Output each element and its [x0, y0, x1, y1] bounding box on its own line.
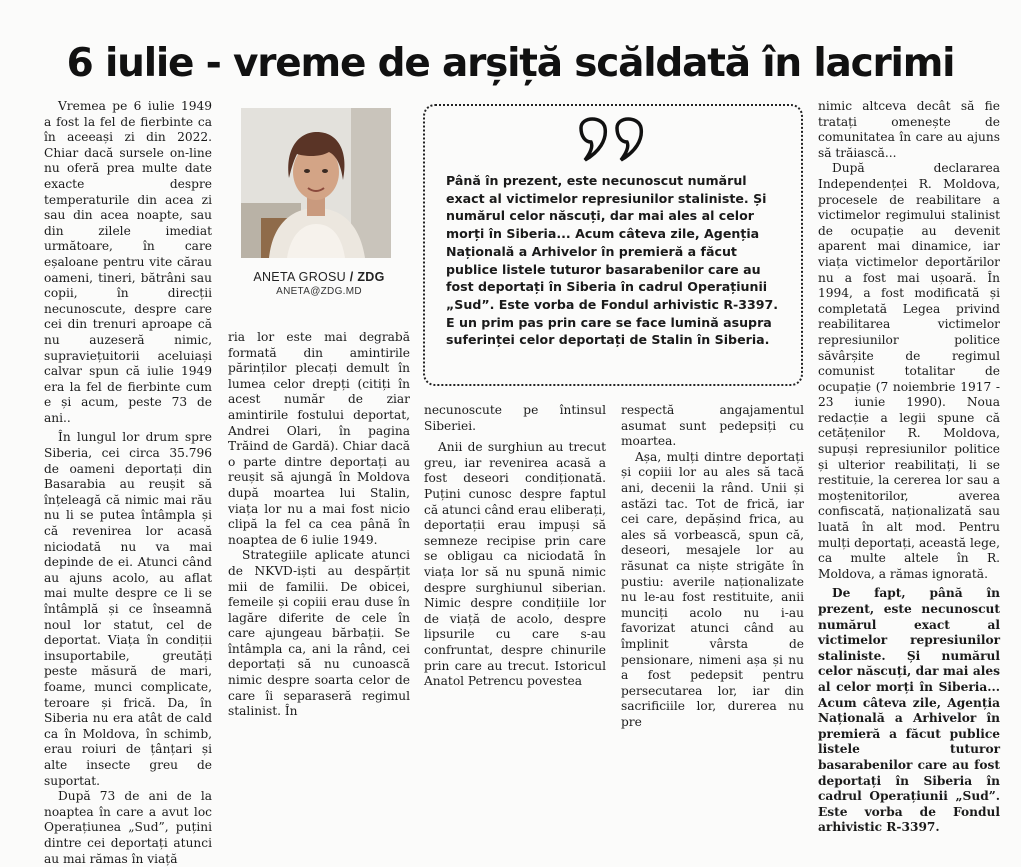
paragraph: Anii de surghiun au trecut greu, iar revenirea acasă a fost deseori condiționată. Puțini cunosc despre faptul că atunci când erau eliberați, deportații erau impuși să semneze recipise prin care se obligau ca niciodată în viața lor să nu spună nimic despre surghiunul siberian. Nimic despre condițiile lor de viață de acolo, despre lipsurile cu care s-au confruntat, despre chinurile prin care au trecut. Istoricul Anatol Petrencu povestea	[424, 440, 606, 689]
author-photo	[241, 108, 391, 258]
paragraph: ria lor este mai degrabă formată din amintirile părinților plecați demult în lumea celor drepți (citiți în acest număr de ziar amintirile fostului deportat, Andrei Olari, în pagina Trăind de Gardă). Chiar dacă o parte dintre deportați au reușit să ajungă în Moldova după moartea lui Stalin, viața lor nu a mai fost nicio clipă la fel ca cea până în noaptea de 6 iulie 1949.	[228, 330, 410, 547]
paragraph: Vremea pe 6 iulie 1949 a fost la fel de fierbinte ca în aceeași zi din 2022. Chiar dacă sursele on-line nu oferă prea multe date exacte despre temperaturile din acea zi sau din acea noapte, sau din zilele imediat următoare, în care eșaloane pentru vite cărau oameni, tineri, bătrâni sau copii, în direcții necunoscute, despre care cei din trenuri aproape că nu auzeseră nimic, supraviețuitorii aceluiași calvar spun că iulie 1949 era la fel de fierbinte cum e și acum, peste 73 de ani..	[44, 99, 212, 425]
paragraph: După 73 de ani de la noaptea în care a avut loc Operațiunea „Sud”, puțini dintre cei deportați atunci au mai rămas în viață	[44, 789, 212, 866]
author-outlet: ZDG	[357, 270, 385, 284]
paragraph: nimic altceva decât să fie tratați omenește de comunitatea în care au ajuns să trăiască...	[818, 99, 1000, 160]
paragraph: necunoscute pe întinsul Siberiei.	[424, 403, 606, 433]
article-column-4	[621, 403, 804, 729]
author-byline: ANETA GROSU / ZDG	[253, 270, 385, 284]
article-column-5	[818, 99, 1000, 835]
quote-mark-icon	[573, 118, 653, 164]
pull-quote-text: Până în prezent, este necunoscut numărul exact al victimelor represiunilor staliniste. Și numărul celor născuți, dar mai ales al celor morți în Siberia... Acum câteva zile, Agenția Națională a Arhivelor în premieră a făcut publice listele tuturor basarabenilor care au fost deportați în Siberia în cadrul Operațiunii „Sud”. Este vorba de Fondul arhivistic R-3397. E un prim pas prin care se face lumină asupra suferinței celor deportați de Stalin în Siberia.	[446, 173, 779, 348]
paragraph: În lungul lor drum spre Siberia, cei circa 35.796 de oameni deportați din Basarabia au reușit să înțeleagă că nimic mai rău nu li se putea întâmpla și că revenirea lor acasă niciodată nu va mai depinde de ei. Atunci când au ajuns acolo, au aflat mai multe despre ce li se întâmplă și ce înseamnă noul lor statut, cel de deportat. Viața în condiții insuportabile, greutăți peste măsură de mari, foame, munci complicate, teroare și frică. Da, în Siberia nu era atât de cald ca în Moldova, în schimb, erau roiuri de țânțari și alte insecte greu de suportat.	[44, 430, 212, 788]
article-column-1	[44, 99, 212, 866]
article-column-2	[228, 330, 410, 719]
highlighted-paragraph: De fapt, până în prezent, este necunoscut numărul exact al victimelor represiunilor staliniste. Și numărul celor născuți, dar mai ales al celor morți în Siberia... Acum câteva zile, Agenția Națională a Arhivelor în premieră a făcut publice listele tuturor basarabenilor care au fost deportați în Siberia în cadrul Operațiunii „Sud”. Este vorba de Fondul arhivistic R-3397.	[818, 586, 1000, 835]
article-title: 6 iulie - vreme de arșiță scăldată în lacrimi	[66, 41, 955, 87]
paragraph: Strategiile aplicate atunci de NKVD-iști au despărțit mii de familii. De obicei, femeile și copiii erau duse în lagăre diferite de cele în care ajungeau bărbații. Se întâmpla ca, ani la rând, cei deportați să nu cunoască nimic despre soarta celor de care îi separaseră regimul stalinist. În	[228, 548, 410, 719]
article-column-3	[424, 403, 606, 689]
author-email: ANETA@ZDG.MD	[276, 286, 362, 297]
author-name: ANETA GROSU	[253, 270, 347, 284]
paragraph: După declararea Independenței R. Moldova, procesele de reabilitare a victimelor regimului stalinist de ocupație au devenit aparent mai dinamice, iar viața victimelor deportărilor nu a fost mai ușoară. În 1994, a fost modificată și completată Legea privind reabilitarea victimelor represiunilor politice săvârșite de regimul comunist totalitar de ocupație (7 noiembrie 1917 - 23 iunie 1990). Noua redacție a legii spune că cetățenilor R. Moldova, supuși represiunilor politice și ulterior reabilitați, li se restituie, la cererea lor sau a moștenitorilor, averea confiscată, naționalizată sau luată în alt mod. Pentru mulți deportați, această lege, ca multe altele în R. Moldova, a rămas ignorată.	[818, 161, 1000, 581]
paragraph: Așa, mulți dintre deportați și copiii lor au ales să tacă ani, decenii la rând. Unii și astăzi tac. Tot de frică, iar cei care, depășind frica, au ales să vorbească, spun că, deseori, mesajele lor au răsunat ca niște strigăte în pustiu: averile naționalizate nu le-au fost restituite, anii munciți acolo nu i-au favorizat atunci când au împlinit vârsta de pensionare, nimeni așa și nu a fost pedepsit pentru persecutarea lor, iar din sacrificiile lor, durerea nu pre	[621, 449, 804, 729]
paragraph: respectă angajamentul asumat sunt pedepsiți cu moartea.	[621, 403, 804, 449]
